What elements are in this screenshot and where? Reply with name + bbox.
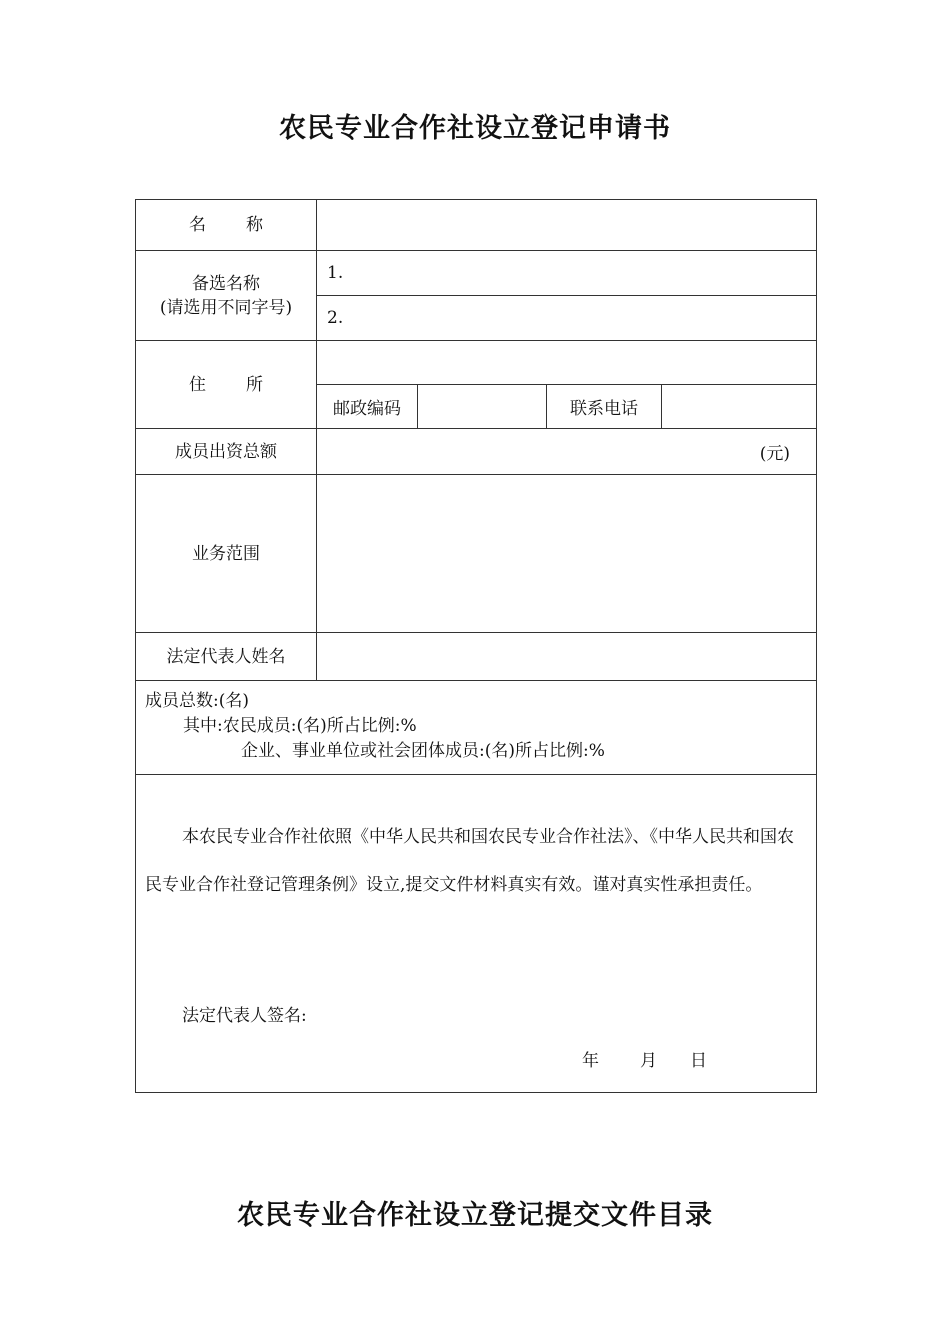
legal-rep-row — [136, 633, 817, 681]
alt-name-field-2[interactable]: 2. — [317, 296, 817, 341]
date-month: 月 — [640, 1051, 657, 1071]
members-row — [136, 681, 817, 775]
address-field[interactable] — [317, 341, 817, 385]
date-day: 日 — [690, 1051, 707, 1071]
capital-row — [136, 429, 817, 475]
address-label: 住 所 — [136, 341, 317, 429]
members-farmers: 其中:农民成员:(名)所占比例:% — [183, 716, 417, 736]
business-scope-field[interactable] — [317, 475, 817, 633]
postal-code-field[interactable] — [418, 385, 547, 429]
legal-rep-label: 法定代表人姓名 — [136, 633, 317, 681]
alt-name-field-1[interactable]: 1. — [317, 251, 817, 296]
name-row — [136, 200, 817, 251]
phone-field[interactable] — [662, 385, 817, 429]
declaration-row — [136, 775, 817, 1093]
postal-code-label: 邮政编码 — [317, 385, 418, 429]
business-scope-label: 业务范围 — [136, 475, 317, 633]
capital-unit: (元) — [759, 444, 790, 464]
date-year: 年 — [582, 1051, 599, 1071]
name-field[interactable] — [317, 200, 817, 251]
capital-label: 成员出资总额 — [136, 429, 317, 475]
declaration-cell — [136, 775, 817, 1093]
signature-label: 法定代表人签名: — [182, 1006, 307, 1026]
address-row — [136, 341, 817, 385]
members-organizations: 企业、事业单位或社会团体成员:(名)所占比例:% — [241, 741, 605, 761]
name-label: 名 称 — [136, 200, 317, 251]
legal-rep-field[interactable] — [317, 633, 817, 681]
business-scope-row — [136, 475, 817, 633]
page-title: 农民专业合作社设立登记申请书 — [279, 113, 671, 144]
members-total: 成员总数:(名) — [145, 691, 249, 711]
capital-field[interactable] — [317, 429, 817, 475]
section-title: 农民专业合作社设立登记提交文件目录 — [237, 1200, 713, 1231]
declaration-text: 本农民专业合作社依照《中华人民共和国农民专业合作社法》、《中华人民共和国农民专业合作社登记管理条例》设立,提交文件材料真实有效。谨对真实性承担责任。 — [145, 827, 794, 895]
phone-label: 联系电话 — [547, 385, 662, 429]
members-info[interactable] — [136, 681, 817, 775]
alt-name-label: 备选名称 (请选用不同字号) — [136, 251, 317, 341]
alt-name-row-1 — [136, 251, 817, 296]
application-form — [135, 199, 817, 1093]
date-line — [582, 1046, 707, 1071]
